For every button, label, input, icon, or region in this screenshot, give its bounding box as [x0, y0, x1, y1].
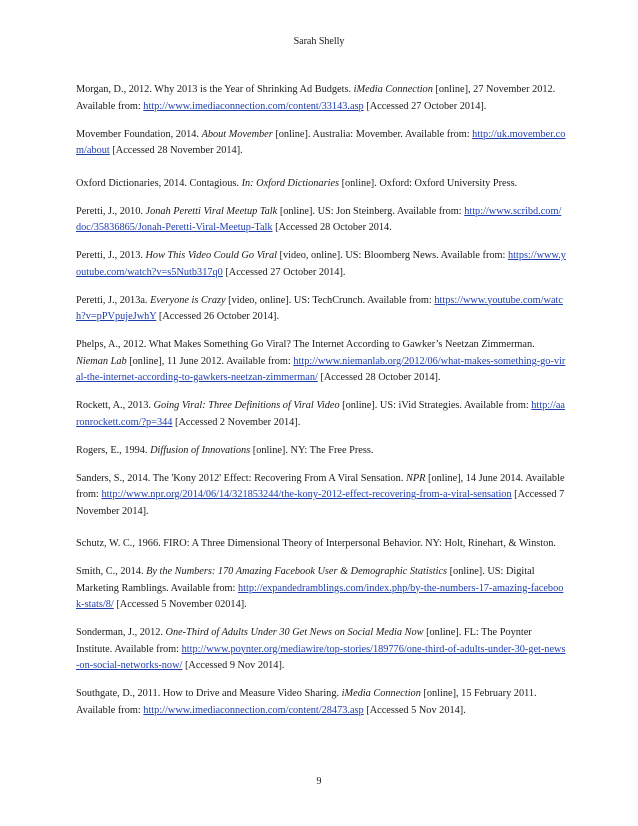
reference-entry: [76, 248, 566, 281]
reference-text: [online]. US: Digital Marketing Ramblings. Available from:: [76, 566, 535, 594]
reference-text: [online], 15 February 2011. Available from:: [76, 688, 537, 716]
reference-text: [online], 14 June 2014. Available from:: [76, 472, 565, 500]
reference-text: Smith, C., 2014.: [76, 566, 147, 577]
reference-link[interactable]: http://expandedramblings.com/index.php/by-the-numbers-17-amazing-facebook-stats/8/: [76, 582, 564, 610]
reference-text: [Accessed 26 October 2014].: [156, 311, 280, 322]
reference-title: Diffusion of Innovations: [150, 444, 251, 456]
reference-entry: [76, 564, 566, 614]
reference-text: Schutz, W. C., 1966. FIRO: A Three Dimensional Theory of Interpersonal Behavior. NY: Holt, Rinehart, & Winston.: [76, 538, 556, 549]
reference-entry: [76, 686, 566, 719]
reference-title: Jonah Peretti Viral Meetup Talk: [145, 205, 278, 217]
reference-entry: [76, 443, 566, 460]
reference-entry: [76, 293, 566, 326]
reference-text: [Accessed 27 October 2014].: [222, 266, 346, 278]
reference-link[interactable]: http://www.poynter.org/mediawire/top-stories/189776/one-third-of-adults-under-30-get-news-on-social-networks-now/: [76, 643, 566, 671]
reference-link[interactable]: http://aaronrockett.com/?p=344: [76, 400, 566, 428]
reference-text: [online]. FL: The Poynter Institute. Available from:: [76, 627, 532, 655]
reference-text: [Accessed 7 November 2014].: [76, 489, 565, 517]
reference-link[interactable]: http://www.scribd.com/doc/35836865/Jonah-Peretti-Viral-Meetup-Talk: [76, 205, 562, 233]
reference-text: [Accessed 5 Nov 2014].: [363, 704, 466, 716]
reference-link[interactable]: http://www.niemanlab.org/2012/06/what-makes-something-go-viral-the-internet-according-to-gawkers-neetzan-zimmerman/: [76, 355, 566, 383]
reference-entry: [76, 176, 566, 193]
reference-title: iMedia Connection: [353, 84, 433, 95]
reference-text: [Accessed 9 Nov 2014].: [182, 660, 285, 671]
reference-text: [Accessed 28 November 2014].: [109, 145, 243, 156]
reference-title: Nieman Lab: [76, 355, 127, 367]
reference-entry: [76, 127, 566, 160]
reference-text: [online], 11 June 2012. Available from:: [126, 355, 294, 367]
reference-entry: [76, 536, 566, 553]
reference-entry: [76, 398, 566, 431]
reference-text: Peretti, J., 2010.: [76, 205, 146, 217]
reference-title: By the Numbers: 170 Amazing Facebook User & Demographic Statistics: [146, 566, 448, 577]
reference-list: [76, 82, 566, 719]
reference-text: [online], 27 November 2012. Available from:: [76, 84, 556, 112]
reference-link[interactable]: http://uk.movember.com/about: [76, 128, 566, 156]
reference-text: [video, online]. US: Bloomberg News. Available from:: [276, 250, 508, 261]
reference-link[interactable]: http://www.imediaconnection.com/content/28473.asp: [143, 704, 364, 716]
reference-text: [video, online]. US: TechCrunch. Available from:: [225, 294, 435, 306]
reference-text: [Accessed 2 November 2014].: [172, 416, 301, 428]
reference-text: Movember Foundation, 2014.: [76, 128, 202, 140]
reference-entry: [76, 625, 566, 675]
reference-text: [online]. NY: The Free Press.: [250, 444, 374, 456]
reference-text: [Accessed 28 October 2014.: [272, 222, 392, 233]
reference-title: In: Oxford Dictionaries: [241, 177, 340, 189]
reference-text: [online]. US: iVid Strategies. Available from:: [339, 400, 532, 411]
reference-title: Going Viral: Three Definitions of Viral Video: [153, 400, 340, 411]
reference-text: Sonderman, J., 2012.: [76, 627, 166, 638]
reference-entry: [76, 82, 566, 115]
reference-text: Southgate, D., 2011. How to Drive and Measure Video Sharing.: [76, 688, 342, 699]
reference-text: [online]. US: Jon Steinberg. Available from:: [277, 205, 465, 217]
reference-text: Rockett, A., 2013.: [76, 400, 154, 411]
reference-text: Phelps, A., 2012. What Makes Something Go Viral? The Internet According to Gawker’s Neetzan Zimmerman.: [76, 339, 535, 350]
page-number: 9: [316, 776, 322, 787]
reference-text: Oxford Dictionaries, 2014. Contagious.: [76, 177, 242, 189]
reference-text: [online]. Australia: Movember. Available from:: [272, 128, 473, 140]
reference-link[interactable]: https://www.youtube.com/watch?v=pPVpujeJwhY: [76, 294, 563, 322]
reference-link[interactable]: http://www.imediaconnection.com/content/33143.asp: [143, 100, 364, 112]
reference-title: NPR: [405, 472, 426, 484]
reference-text: Peretti, J., 2013a.: [76, 294, 151, 306]
reference-text: Peretti, J., 2013.: [76, 250, 146, 261]
reference-text: [Accessed 5 November 02014].: [113, 599, 247, 610]
reference-text: [online]. Oxford: Oxford University Press.: [339, 177, 518, 189]
reference-title: About Movember: [201, 128, 273, 140]
reference-text: Rogers, E., 1994.: [76, 444, 151, 456]
reference-title: How This Video Could Go Viral: [145, 250, 277, 261]
reference-entry: [76, 471, 566, 521]
reference-entry: [76, 337, 566, 387]
page-header-author: Sarah Shelly: [293, 36, 345, 47]
reference-text: [Accessed 28 October 2014].: [317, 372, 441, 383]
reference-text: Morgan, D., 2012. Why 2013 is the Year of Shrinking Ad Budgets.: [76, 84, 354, 95]
reference-link[interactable]: http://www.npr.org/2014/06/14/321853244/the-kony-2012-effect-recovering-from-a-viral-sensation: [101, 489, 512, 500]
reference-text: [Accessed 27 October 2014].: [363, 100, 487, 112]
reference-text: Sanders, S., 2014. The 'Kony 2012' Effect: Recovering From A Viral Sensation.: [76, 472, 406, 484]
reference-title: iMedia Connection: [341, 688, 421, 699]
reference-entry: [76, 204, 566, 237]
reference-title: One-Third of Adults Under 30 Get News on Social Media Now: [165, 627, 424, 638]
reference-link[interactable]: https://www.youtube.com/watch?v=s5Nutb317q0: [76, 250, 566, 278]
reference-title: Everyone is Crazy: [150, 294, 226, 306]
